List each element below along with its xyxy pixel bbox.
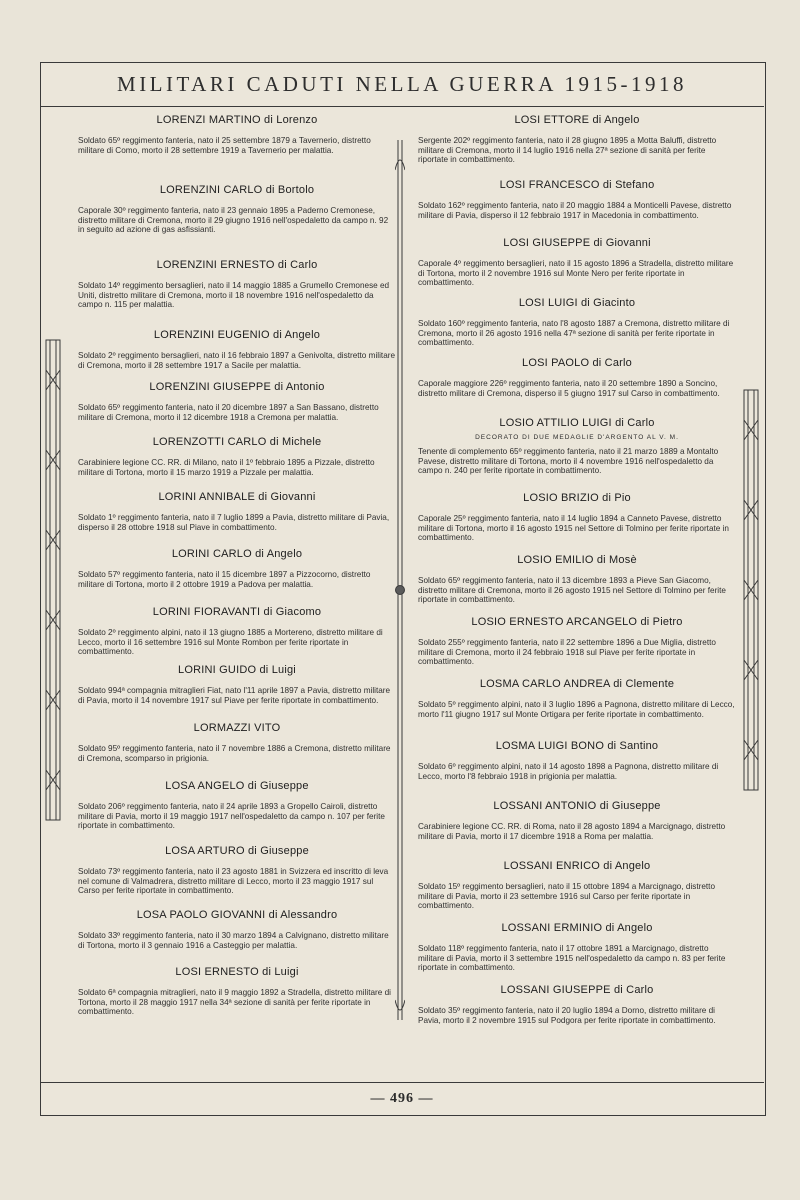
record-entry (78, 780, 396, 845)
record-entry (418, 357, 736, 417)
record-name: LOSSANI ANTONIO di Giuseppe (493, 800, 661, 812)
record-name: LOSI LUIGI di Giacinto (518, 297, 636, 309)
record-text: Soldato 14º reggimento bersaglieri, nato il 14 maggio 1885 a Grumello Cremonese ed Uniti, distretto militare di Cremona, morto il 18 novembre 1916 nell'ospedaletto da campo n. 115 per malattia. (78, 281, 390, 310)
record-entry (78, 966, 396, 1026)
record-name: LOSMA LUIGI BONO di Santino (495, 740, 659, 752)
record-text: Soldato 2º reggimento bersaglieri, nato il 16 febbraio 1897 a Genivolta, distretto militare di Cremona, morto il 28 settembre 1917 a Sacile per malattia. (78, 351, 396, 370)
record-entry (78, 114, 396, 184)
record-text: Caporale 30º reggimento fanteria, nato il 23 gennaio 1895 a Paderno Cremonese, distretto militare di Cremona, morto il 29 giugno 1916 nell'ospedaletto da campo n. 92 in seguito ad azione di gas asfissianti. (78, 206, 389, 235)
record-entry (418, 616, 736, 678)
record-entry (418, 984, 736, 1044)
record-text: Caporale maggiore 226º reggimento fanteria, nato il 20 settembre 1890 a Soncino, distretto militare di Cremona, disperso il 5 giugno 1917 sul Carso in combattimento. (418, 379, 720, 398)
record-text: Soldato 255º reggimento fanteria, nato il 22 settembre 1896 a Due Miglia, distretto militare di Cremona, morto il 24 febbraio 1918 sul Piave per ferite riportate in combattimento. (418, 638, 716, 667)
record-entry (78, 909, 396, 966)
record-name: LOSSANI ENRICO di Angelo (503, 860, 651, 872)
record-entry (418, 740, 736, 800)
record-name: LOSA ANGELO di Giuseppe (165, 780, 309, 792)
record-entry (78, 329, 396, 381)
record-entry (418, 554, 736, 616)
record-entry (418, 417, 736, 492)
page-title: MILITARI CADUTI NELLA GUERRA 1915-1918 (117, 71, 687, 96)
record-text: Soldato 15º reggimento bersaglieri, nato il 15 ottobre 1894 a Marcignago, distretto militare di Pavia, morto il 23 settembre 1916 sul Carso per ferite riportate in combattimento. (418, 882, 716, 911)
record-entry (418, 800, 736, 860)
record-text: Caporale 25º reggimento fanteria, nato il 14 luglio 1894 a Canneto Pavese, distretto militare di Tortona, morto il 16 agosto 1915 nel Settore di Tolmino per ferite riportate in combattimento. (418, 514, 729, 543)
record-entry (418, 678, 736, 740)
record-entry (418, 922, 736, 984)
record-text: Soldato 162º reggimento fanteria, nato il 20 maggio 1884 a Monticelli Pavese, distretto militare di Pavia, disperso il 12 febbraio 1917 in Macedonia in combattimento. (418, 201, 732, 220)
record-name: LOSA PAOLO GIOVANNI di Alessandro (136, 909, 338, 921)
record-name: LORENZINI CARLO di Bortolo (159, 184, 315, 196)
record-text: Soldato 73º reggimento fanteria, nato il 23 agosto 1881 in Svizzera ed inscritto di leva nel comune di Valmadrera, distretto militare di Lecco, morto il 23 maggio 1917 sul Carso per ferite riportate in combattimento. (78, 867, 389, 896)
record-entry (418, 492, 736, 554)
record-entry (78, 436, 396, 491)
record-entry (78, 845, 396, 909)
record-name: LOSSANI ERMINIO di Angelo (501, 922, 653, 934)
record-entry (418, 297, 736, 357)
record-text: Soldato 35º reggimento fanteria, nato il 20 luglio 1894 a Dorno, distretto militare di Pavia, morto il 2 novembre 1915 sul Podgora per ferite riportate in combattimento. (418, 1006, 716, 1025)
record-name: LOSA ARTURO di Giuseppe (165, 845, 309, 857)
record-name: LOSSANI GIUSEPPE di Carlo (500, 984, 654, 996)
record-text: Tenente di complemento 65º reggimento fanteria, nato il 21 marzo 1889 a Montalto Pavese, distretto militare di Tortona, morto il 4 novembre 1916 nell'ospedaletto da campo n. 240 per ferite riportate in combattimento. (418, 447, 719, 476)
record-name: LORENZI MARTINO di Lorenzo (156, 114, 318, 126)
record-name: LOSIO ERNESTO ARCANGELO di Pietro (471, 616, 683, 628)
record-entry (418, 114, 736, 179)
record-entry (78, 381, 396, 436)
header-band (40, 62, 764, 107)
record-text: Soldato 118º reggimento fanteria, nato il 17 ottobre 1891 a Marcignago, distretto militare di Pavia, morto il 3 settembre 1915 nell'ospedaletto da campo n. 83 per ferite riportate in combattimento. (418, 944, 726, 973)
record-text: Soldato 6ª compagnia mitraglieri, nato il 9 maggio 1892 a Stradella, distretto militare di Tortona, morto il 28 maggio 1917 nella 34ª sezione di sanità per ferite riportate in combattimento. (78, 988, 391, 1017)
record-name: LORENZOTTI CARLO di Michele (152, 436, 322, 448)
record-name: LOSI FRANCESCO di Stefano (499, 179, 655, 191)
record-entry (418, 237, 736, 297)
record-text: Soldato 2º reggimento alpini, nato il 13 giugno 1885 a Mortereno, distretto militare di Lecco, morto il 16 settembre 1916 sul Monte Rombon per ferite riportate in combattimento. (78, 628, 383, 657)
record-name: LOSIO ATTILIO LUIGI di Carlo (499, 417, 655, 429)
record-text: Soldato 65º reggimento fanteria, nato il 25 settembre 1879 a Tavernerio, distretto militare di Como, morto il 28 settembre 1919 a Tavernerio per malattia. (78, 136, 371, 155)
record-text: Carabiniere legione CC. RR. di Milano, nato il 1º febbraio 1895 a Pizzale, distretto militare di Tortona, morto il 15 marzo 1919 a Pizzale per malattia. (78, 458, 375, 477)
record-name: LORINI ANNIBALE di Giovanni (158, 491, 316, 503)
footer-band (40, 1082, 764, 1115)
left-column (78, 114, 396, 1026)
record-entry (418, 860, 736, 922)
record-text: Soldato 95º reggimento fanteria, nato il 7 novembre 1886 a Cremona, distretto militare di Cremona, scomparso in prigionia. (78, 744, 391, 763)
record-name: LORENZINI ERNESTO di Carlo (156, 259, 318, 271)
record-name: LOSMA CARLO ANDREA di Clemente (479, 678, 675, 690)
record-name: LORINI CARLO di Angelo (171, 548, 303, 560)
record-text: Soldato 57º reggimento fanteria, nato il 15 dicembre 1897 a Pizzocorno, distretto militare di Tortona, morto il 2 ottobre 1919 a Padova per malattia. (78, 570, 371, 589)
record-name: LOSI GIUSEPPE di Giovanni (503, 237, 651, 249)
record-entry (418, 179, 736, 237)
record-text: Soldato 1º reggimento fanteria, nato il 7 luglio 1899 a Pavia, distretto militare di Pavia, disperso il 28 ottobre 1918 sul Piave in combattimento. (78, 513, 390, 532)
record-name: LOSIO EMILIO di Mosè (517, 554, 637, 566)
record-text: Soldato 160º reggimento fanteria, nato l'8 agosto 1887 a Cremona, distretto militare di Cremona, morto il 26 agosto 1916 nella 47ª sezione di sanità per ferite riportate in combattimento. (418, 319, 730, 348)
record-name: LOSI PAOLO di Carlo (522, 357, 632, 369)
record-name: LOSI ETTORE di Angelo (514, 114, 640, 126)
record-text: Soldato 5º reggimento alpini, nato il 3 luglio 1896 a Pagnona, distretto militare di Lecco, morto l'11 giugno 1917 sul Monte Ortigara per ferite riportate in combattimento. (418, 700, 735, 719)
record-entry (78, 722, 396, 780)
record-name: LOSI ERNESTO di Luigi (175, 966, 299, 978)
record-text: Soldato 65º reggimento fanteria, nato il 20 dicembre 1897 a San Bassano, distretto militare di Cremona, morto il 12 dicembre 1918 a Cremona per malattia. (78, 403, 379, 422)
record-name: LORENZINI GIUSEPPE di Antonio (149, 381, 325, 393)
record-entry (78, 259, 396, 329)
decoration-note: DECORATO DI DUE MEDAGLIE D'ARGENTO AL V. M. (475, 434, 679, 441)
record-text: Soldato 6º reggimento alpini, nato il 14 agosto 1898 a Pagnona, distretto militare di Lecco, morto l'8 febbraio 1918 in prigionia per malattia. (418, 762, 719, 781)
right-column (418, 114, 736, 1044)
record-entry (78, 664, 396, 722)
record-text: Carabiniere legione CC. RR. di Roma, nato il 28 agosto 1894 a Marcignago, distretto militare di Pavia, morto il 17 dicembre 1918 a Roma per malattia. (418, 822, 726, 841)
central-fasces-ornament (395, 140, 405, 1020)
record-text: Soldato 33º reggimento fanteria, nato il 30 marzo 1894 a Calvignano, distretto militare di Tortona, morto il 3 gennaio 1916 a Casteggio per malattia. (78, 931, 389, 950)
record-name: LORINI GUIDO di Luigi (178, 664, 296, 676)
record-entry (78, 606, 396, 664)
record-text: Soldato 994ª compagnia mitraglieri Fiat, nato l'11 aprile 1897 a Pavia, distretto militare di Pavia, morto il 14 novembre 1917 sul Piave per ferite riportate in combattimento. (78, 686, 391, 705)
record-name: LORMAZZI VITO (193, 722, 281, 734)
record-entry (78, 184, 396, 259)
record-text: Caporale 4º reggimento bersaglieri, nato il 15 agosto 1896 a Stradella, distretto militare di Tortona, morto il 2 novembre 1916 sul Monte Nero per ferite riportate in combattimento. (418, 259, 734, 288)
record-name: LOSIO BRIZIO di Pio (523, 492, 631, 504)
record-text: Soldato 206º reggimento fanteria, nato il 24 aprile 1893 a Gropello Cairoli, distretto militare di Pavia, morto il 19 maggio 1917 nell'ospedaletto da campo n. 107 per ferite riportate in combattimento. (78, 802, 385, 831)
record-text: Sergente 202º reggimento fanteria, nato il 28 giugno 1895 a Motta Baluffi, distretto militare di Cremona, morto il 14 luglio 1916 nella 27ª sezione di sanità per ferite riportate in combattimento. (418, 136, 717, 165)
record-entry (78, 548, 396, 606)
record-entry (78, 491, 396, 548)
left-fasces-ornament (40, 330, 66, 830)
page-number: — 496 — (370, 1091, 434, 1106)
right-fasces-ornament (738, 380, 764, 800)
record-name: LORENZINI EUGENIO di Angelo (153, 329, 321, 341)
record-text: Soldato 65º reggimento fanteria, nato il 13 dicembre 1893 a Pieve San Giacomo, distretto militare di Cremona, morto il 26 agosto 1915 nel Settore di Tolmino per ferite riportate in combattimento. (418, 576, 726, 605)
record-name: LORINI FIORAVANTI di Giacomo (152, 606, 322, 618)
